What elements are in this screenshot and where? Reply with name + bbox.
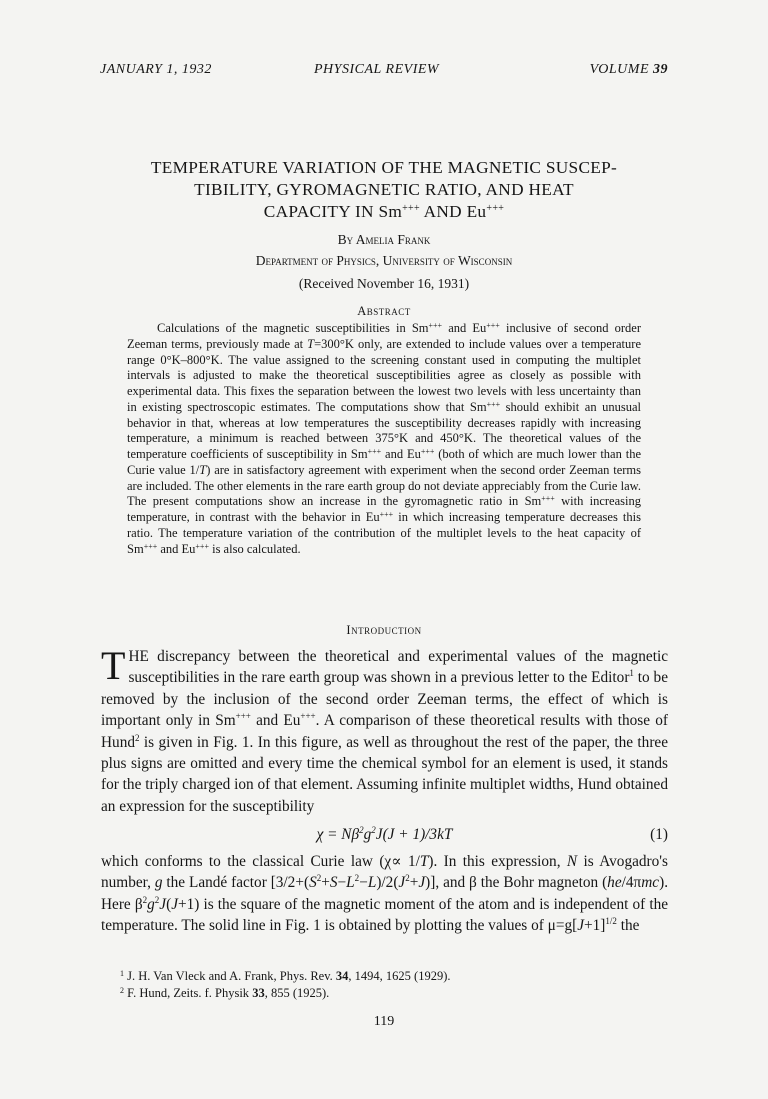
- received-date: (Received November 16, 1931): [298, 276, 470, 291]
- intro-paragraph-1: THE discrepancy between the theoretical and experimental values of the magnetic susceptibilities in the rare earth group was shown in a previous letter to the Editor$^1$ to be removed by the inclusion of the second order Zeeman terms, the effect of which is important only in Sm+++ and Eu+++. A comparison of these theoretical results with those of Hund$^2$ is given in Fig. 1. In this figure, as well as throughout the rest of the paper, the three plus signs are omitted and every time the chemical symbol for an element is used, it stands for the triply charged ion of that element. Assuming infinite multiplet widths, Hund obtained an expression for the susceptibility: [101, 643, 668, 815]
- equation-body: $\chi = N\beta^2g^2J(J + 1)/3kT$: [316, 825, 453, 843]
- drop-cap: T: [101, 643, 126, 688]
- intro-paragraph-2: which conforms to the classical Curie law (χ∝ 1/T). In this expression, N is Avogadro's number, g the Landé factor $[3/2+(S^2+S-L^2-L)/2(J^2+J)]$, and β the Bohr magneton (he/4πmc). Here $\beta^2g^2J(J+1)$ is the square of the magnetic moment of the atom and is independent of the temperature. The solid line in Fig. 1 is obtained by plotting the values of $\mu=g[J+1]^{1/2}$ the: [101, 853, 669, 935]
- title-line-1: TEMPERATURE VARIATION OF THE MAGNETIC SUSCEP-: [150, 158, 618, 177]
- page-number: 119: [373, 1014, 395, 1029]
- author-byline: By Amelia Frank: [337, 232, 431, 247]
- volume-number: 39: [653, 62, 668, 77]
- introduction-heading: Introduction: [346, 623, 422, 637]
- issue-date: JANUARY 1, 1932: [100, 62, 212, 77]
- footnote-1: $^1$ J. H. Van Vleck and A. Frank, Phys. Rev. 34, 1494, 1625 (1929).: [120, 969, 451, 983]
- footnotes: [120, 968, 668, 1002]
- author-affiliation: Department of Physics, University of Wisconsin: [255, 253, 513, 268]
- title-line-3: CAPACITY IN Sm+++ AND Eu+++: [263, 202, 505, 221]
- journal-name: PHYSICAL REVIEW: [314, 62, 440, 77]
- footnote-2: $^2$ F. Hund, Zeits. f. Physik 33, 855 (1925).: [120, 986, 330, 1000]
- equation-number: (1): [650, 826, 668, 843]
- volume-label: VOLUME: [589, 62, 649, 77]
- equation-1: [101, 826, 668, 848]
- title-line-2: TIBILITY, GYROMAGNETIC RATIO, AND HEAT: [194, 180, 574, 199]
- volume: [590, 62, 668, 78]
- abstract-heading: Abstract: [357, 304, 411, 318]
- paper-title: [100, 157, 668, 223]
- abstract-text: Calculations of the magnetic susceptibilities in Sm+++ and Eu+++ inclusive of second order Zeeman terms, previously made at T=300°K only, are extended to include values over a temperature range 0°K–800°K. The value assigned to the screening constant used in computing the multiplet intervals is adjusted to make the theoretical susceptibilities agree as closely as possible with experimental data. This fixes the separation between the lowest two levels with less uncertainty than in existing spectroscopic estimates. The computations show that Sm+++ should exhibit an unusual behavior in that, whereas at low temperatures the susceptibility decreases rapidly with increasing temperature, a minimum is reached between 375°K and 450°K. The theoretical values of the temperature coefficients of susceptibility in Sm+++ and Eu+++ (both of which are much lower than the Curie value 1/T) are in satisfactory agreement with experiment when the second order Zeeman terms are included. The other elements in the rare earth group do not deviate appreciably from the Curie law. The present computations show an increase in the gyromagnetic ratio in Sm+++ with increasing temperature, in contrast with the behavior in Eu+++ in which increasing temperature decreases this ratio. The temperature variation of the contribution of the multiplet levels to the heat capacity of Sm+++ and Eu+++ is also calculated.: [127, 321, 642, 556]
